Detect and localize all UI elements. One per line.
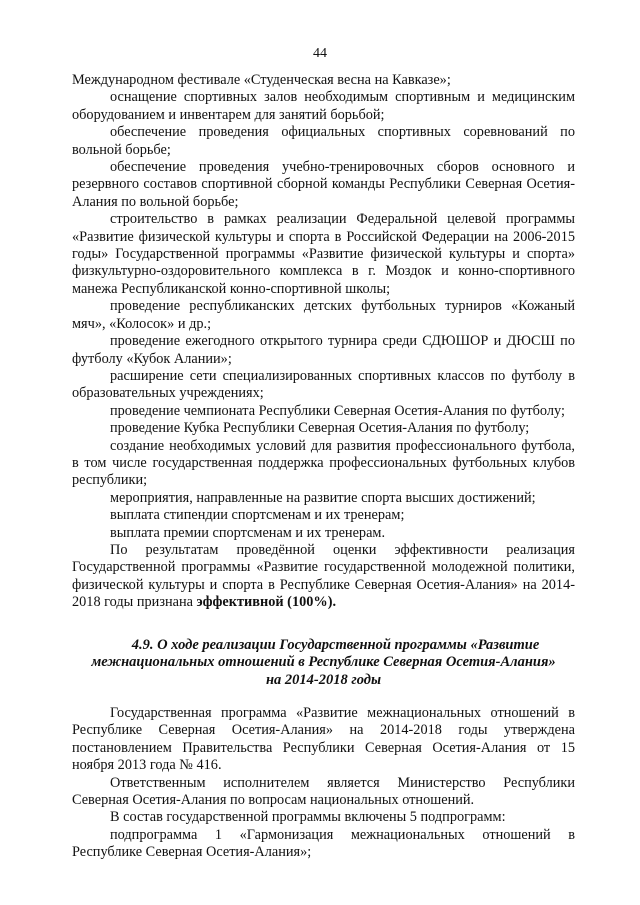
paragraph: выплата стипендии спортсменам и их тренерам;: [110, 507, 405, 524]
paragraph: обеспечение проведения официальных спортивных соревнований по вольной борьбе;: [72, 124, 575, 158]
section-body-interethnic: [72, 705, 575, 862]
paragraph: создание необходимых условий для развития профессионального футбола, в том числе государственная поддержка профессиональных футбольных клубов республики;: [72, 437, 575, 489]
result-text: По результатам проведённой оценки эффективности реализация Государственной программы «Развитие государственной молодежной политики, физической культуры и спорта в Республике Северная Осетия-Алания» на 2014-2018 годы признана: [72, 541, 575, 611]
paragraph: Государственная программа «Развитие межнациональных отношений в Республике Северная Осетия-Алания» на 2014-2018 годы утверждена постановлением Правительства Республики Северная Осетия-Алания от 15 ноября 2013 года № 416.: [72, 705, 575, 774]
paragraph: В состав государственной программы включены 5 подпрограмм:: [110, 809, 506, 826]
paragraph: расширение сети специализированных спортивных классов по футболу в образовательных учреждениях;: [72, 367, 575, 402]
paragraph: обеспечение проведения учебно-тренировочных сборов основного и резервного составов спортивной сборной команды Республики Северная Осетия-Алания по вольной борьбе;: [72, 159, 575, 210]
paragraph: проведение республиканских детских футбольных турниров «Кожаный мяч», «Колосок» и др.;: [72, 298, 575, 332]
heading-line: межнациональных отношений в Республике Северная Осетия-Алания»: [91, 654, 556, 671]
paragraph: подпрограмма 1 «Гармонизация межнациональных отношений в Республике Северная Осетия-Алания»;: [72, 826, 575, 861]
paragraph: мероприятия, направленные на развитие спорта высших достижений;: [110, 489, 536, 506]
paragraph: выплата премии спортсменам и их тренерам.: [110, 524, 386, 541]
paragraph: проведение чемпионата Республики Северная Осетия-Алания по футболу;: [110, 402, 565, 419]
page-number: 44: [313, 46, 327, 61]
paragraph: Международном фестивале «Студенческая весна на Кавказе»;: [72, 72, 451, 88]
heading-line: на 2014-2018 годы: [265, 671, 382, 688]
section-body-sport: [72, 72, 575, 612]
paragraph: Ответственным исполнителем является Министерство Республики Северная Осетия-Алания по вопросам национальных отношений.: [72, 774, 575, 809]
paragraph: строительство в рамках реализации Федеральной целевой программы «Развитие физической культуры и спорта в Российской Федерации на 2006-2015 годы» Государственной программы «Развитие физической культуры и спорта» физкультурно-оздоровительного комплекса в г. Моздок и конно-спортивного манежа Республиканской конно-спортивной школы;: [72, 211, 575, 297]
paragraph: оснащение спортивных залов необходимым спортивным и медицинским оборудованием и инвентарем для занятий борьбой;: [72, 89, 575, 123]
result-rating: эффективной (100%).: [196, 594, 337, 611]
result-paragraph: [72, 542, 575, 612]
paragraph: проведение ежегодного открытого турнира среди СДЮШОР и ДЮСШ по футболу «Кубок Алании»;: [72, 333, 575, 367]
section-heading: [72, 637, 575, 689]
heading-line: 4.9. О ходе реализации Государственной программы «Развитие: [131, 637, 540, 653]
paragraph: проведение Кубка Республики Северная Осетия-Алания по футболу;: [110, 420, 530, 437]
